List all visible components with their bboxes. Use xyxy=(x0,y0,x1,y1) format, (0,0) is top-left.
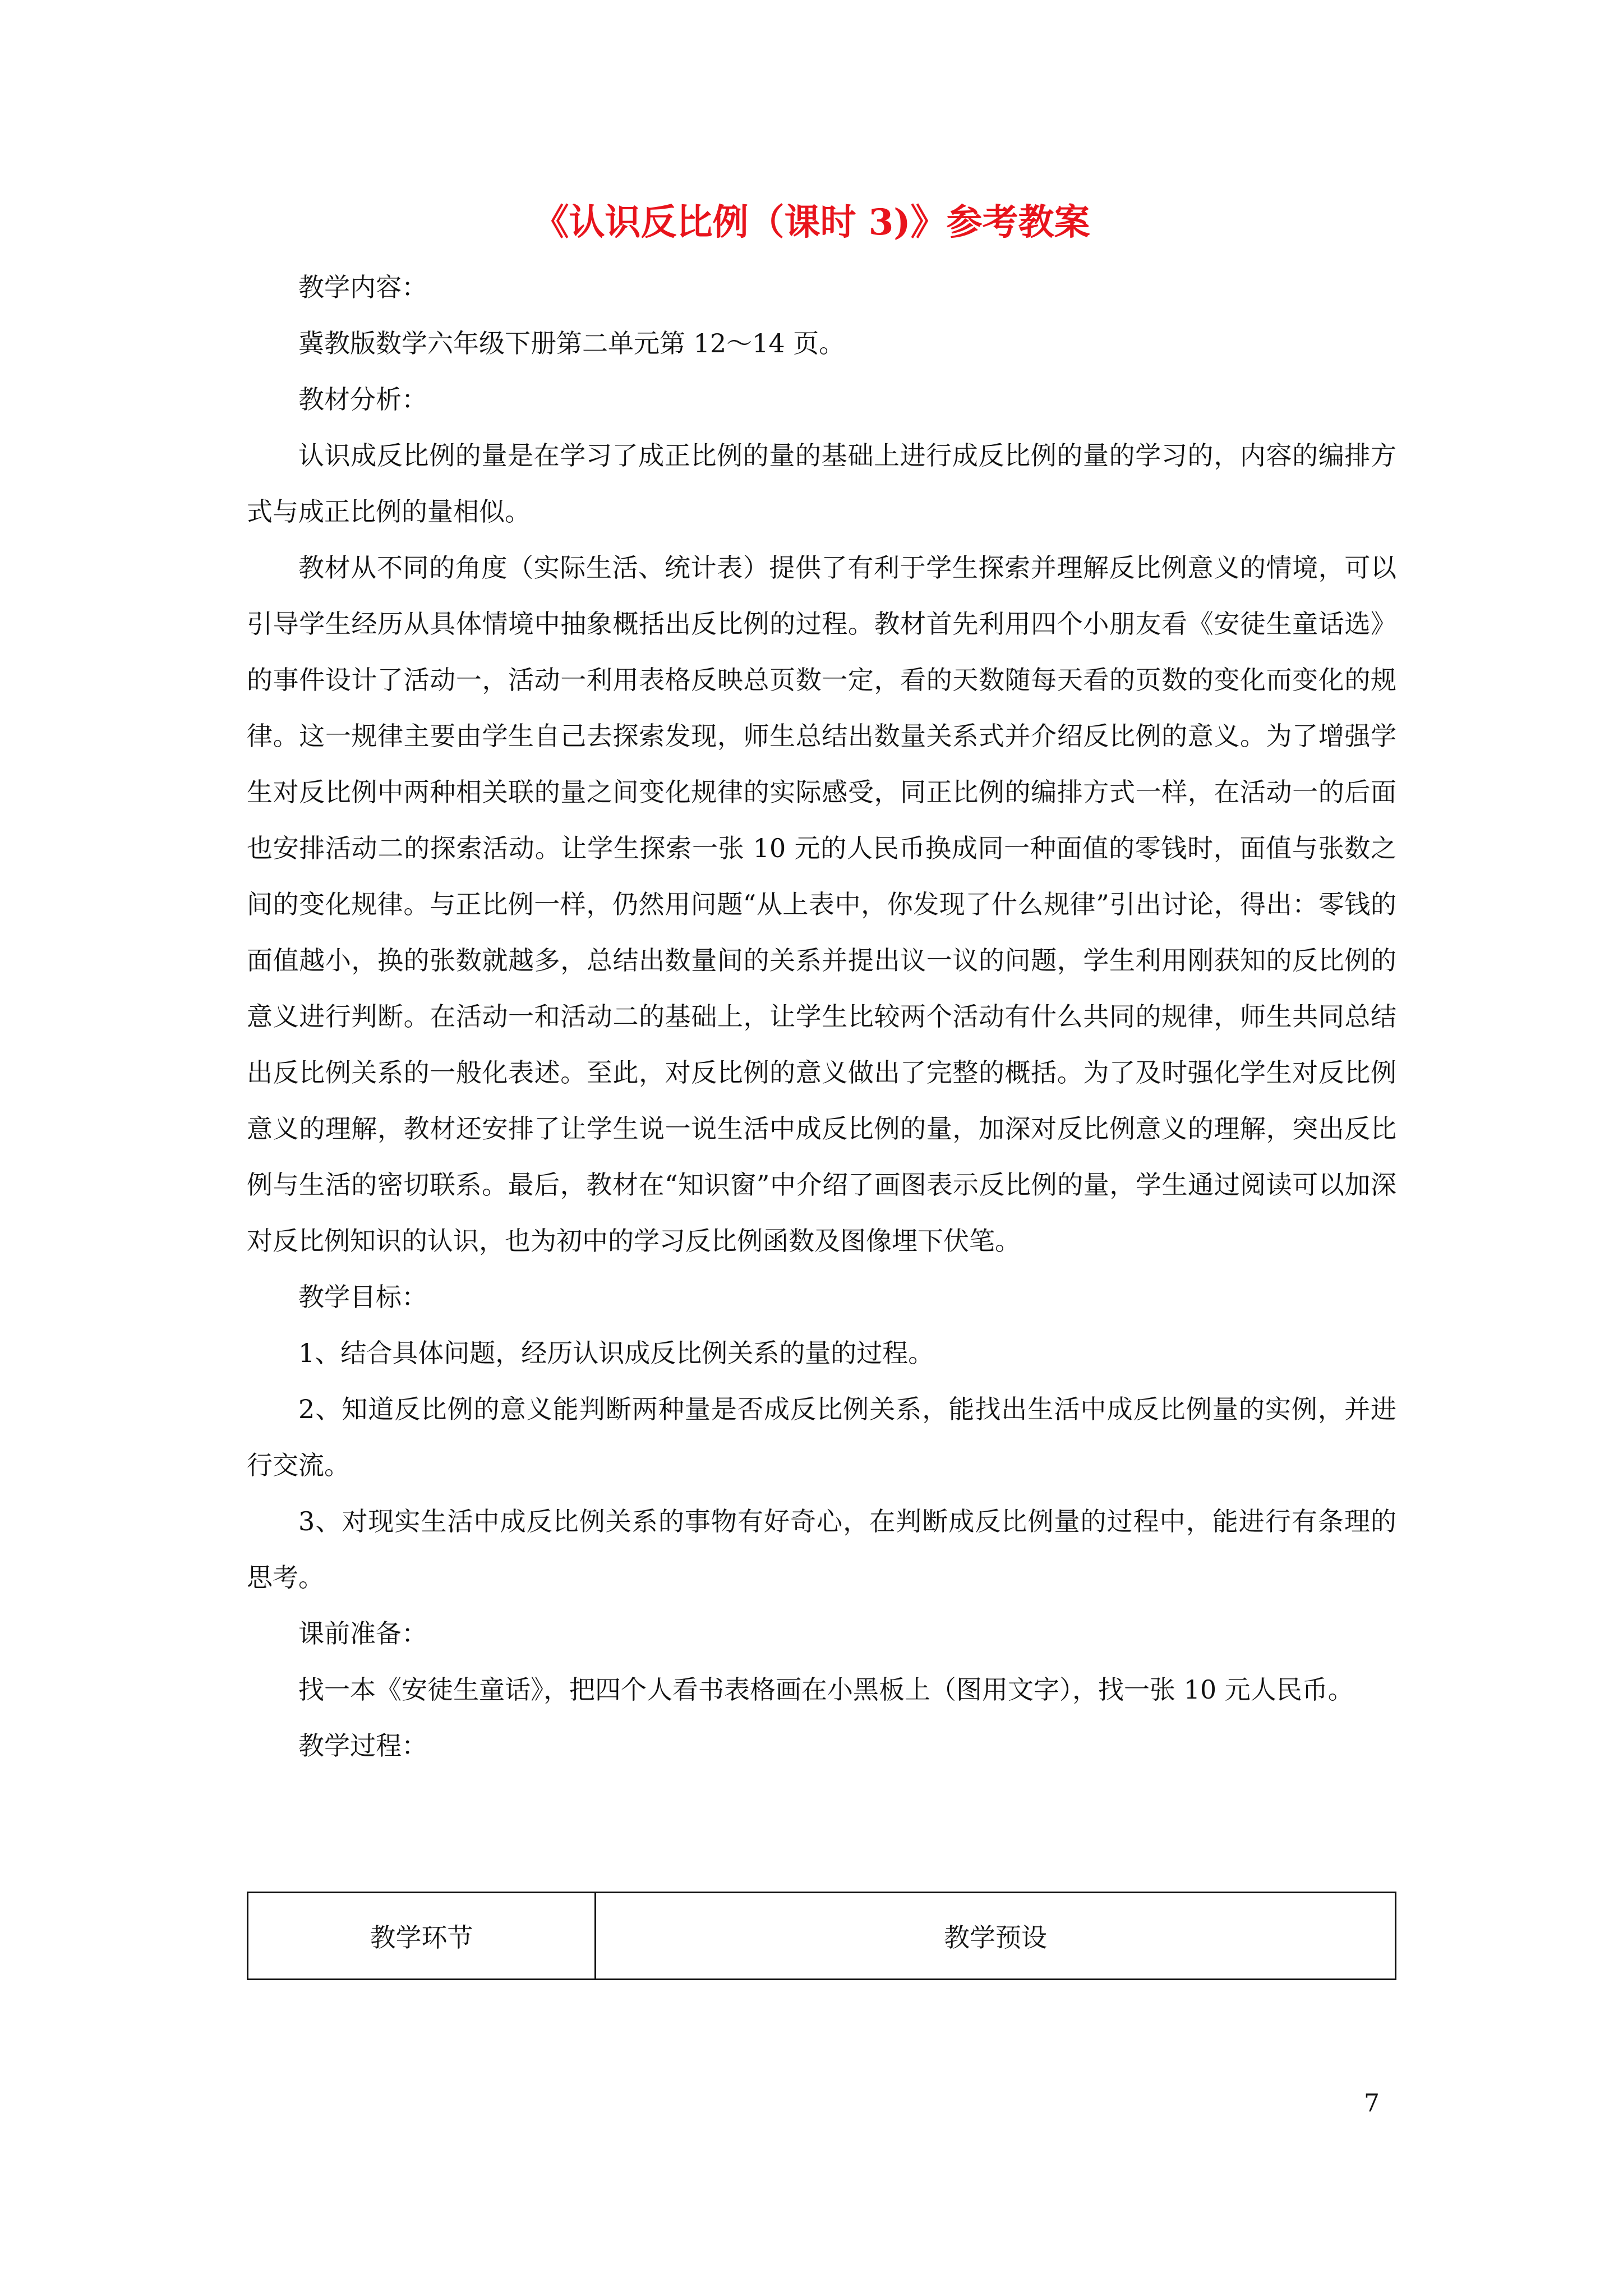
paragraph-material-analysis-1: 认识成反比例的量是在学习了成正比例的量的基础上进行成反比例的量的学习的，内容的编排方式与成正比例的量相似。 xyxy=(247,440,1396,527)
section-heading-teaching-goals: 教学目标： xyxy=(298,1282,427,1312)
document-body xyxy=(247,259,1396,1774)
paragraph-goal-2: 2、知道反比例的意义能判断两种量是否成反比例关系，能找出生活中成反比例量的实例，并进行交流。 xyxy=(247,1394,1396,1480)
page-number: 7 xyxy=(1364,2089,1380,2118)
paragraph-preparation: 找一本《安徒生童话》，把四个人看书表格画在小黑板上（图用文字），找一张 10 元人民币。 xyxy=(298,1674,1354,1705)
paragraph-material-analysis-2: 教材从不同的角度（实际生活、统计表）提供了有利于学生探索并理解反比例意义的情境，可以引导学生经历从具体情境中抽象概括出反比例的过程。教材首先利用四个小朋友看《安徒生童话选》的事件设计了活动一，活动一利用表格反映总页数一定，看的天数随每天看的页数的变化而变化的规律。这一规律主要由学生自己去探索发现，师生总结出数量关系式并介绍反比例的意义。为了增强学生对反比例中两种相关联的量之间变化规律的实际感受，同正比例的编排方式一样，在活动一的后面也安排活动二的探索活动。让学生探索一张 10 元的人民币换成同一种面值的零钱时，面值与张数之间的变化规律。与正比例一样，仍然用问题“从上表中，你发现了什么规律”引出讨论，得出：零钱的面值越小，换的张数就越多，总结出数量间的关系并提出议一议的问题，学生利用刚获知的反比例的意义进行判断。在活动一和活动二的基础上，让学生比较两个活动有什么共同的规律，师生共同总结出反比例关系的一般化表述。至此，对反比例的意义做出了完整的概括。为了及时强化学生对反比例意义的理解，教材还安排了让学生说一说生活中成反比例的量，加深对反比例意义的理解，突出反比例与生活的密切联系。最后，教材在“知识窗”中介绍了画图表示反比例的量，学生通过阅读可以加深对反比例知识的认识，也为初中的学习反比例函数及图像埋下伏笔。 xyxy=(247,553,1396,1256)
paragraph-teaching-content: 冀教版数学六年级下册第二单元第 12～14 页。 xyxy=(298,328,845,358)
section-heading-teaching-process: 教学过程： xyxy=(298,1731,427,1761)
section-heading-preparation: 课前准备： xyxy=(298,1618,427,1649)
paragraph-goal-3: 3、对现实生活中成反比例关系的事物有好奇心，在判断成反比例量的过程中，能进行有条理的思考。 xyxy=(247,1506,1396,1593)
table-header-teaching-plan: 教学预设 xyxy=(944,1922,1047,1953)
table-header-teaching-stage: 教学环节 xyxy=(248,1893,596,1978)
section-heading-teaching-content: 教学内容： xyxy=(298,272,427,302)
document-title: 《认识反比例（课时 3)》参考教案 xyxy=(533,201,1090,243)
section-heading-material-analysis: 教材分析： xyxy=(298,384,427,415)
paragraph-goal-1: 1、结合具体问题，经历认识成反比例关系的量的过程。 xyxy=(298,1338,934,1368)
teaching-process-table xyxy=(247,1892,1396,1980)
